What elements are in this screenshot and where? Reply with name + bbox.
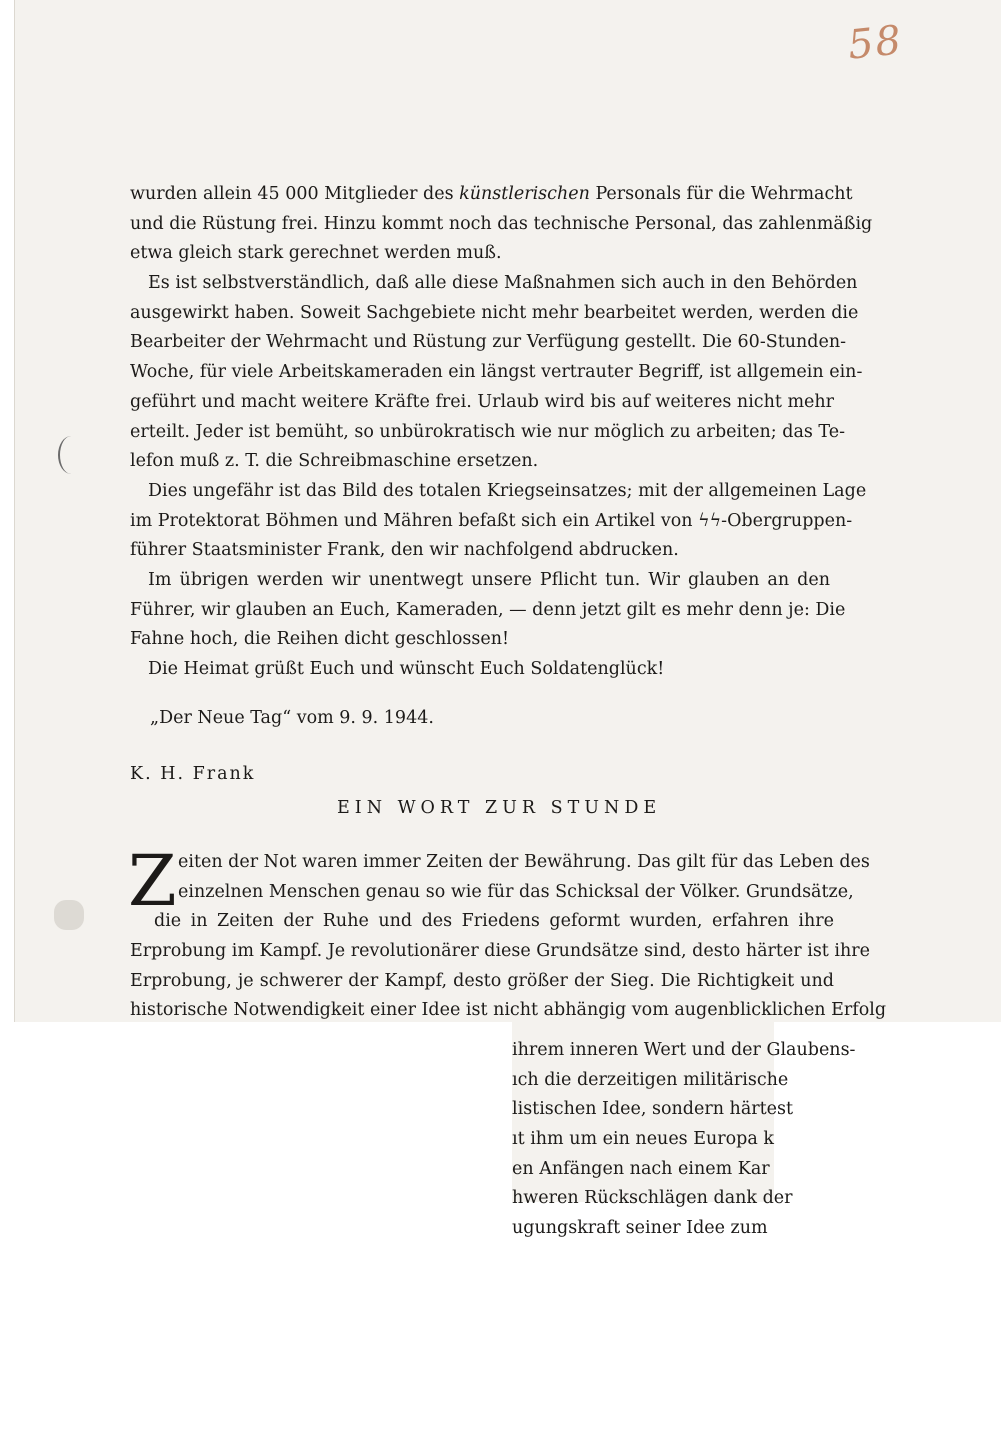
text-line: Fahne hoch, die Reihen dicht geschlossen! xyxy=(130,629,509,650)
text-line: ugungskraft seiner Idee zum xyxy=(512,1218,768,1239)
text-line: im Protektorat Böhmen und Mähren befaßt sich ein Artikel von ϟϟ-Obergruppen- xyxy=(130,510,853,531)
text-line: eiten der Not waren immer Zeiten der Bewährung. Das gilt für das Leben des xyxy=(178,852,870,872)
text-line: wurden allein 45 000 Mitglieder des künstlerischen Personals für die Wehrmacht xyxy=(130,184,853,204)
blank-lower-area xyxy=(0,1022,512,1442)
text-line: Die Heimat grüßt Euch und wünscht Euch Soldatenglück! xyxy=(148,659,665,679)
quote-source: „Der Neue Tag“ vom 9. 9. 1944. xyxy=(150,708,434,728)
handwritten-page-number: 58 xyxy=(845,17,906,69)
article-title: EIN WORT ZUR STUNDE xyxy=(337,798,662,818)
italic-word: künstlerischen xyxy=(459,184,590,204)
text-line: ausgewirkt haben. Soweit Sachgebiete nicht mehr bearbeitet werden, werden die xyxy=(130,302,859,323)
text-line: ıch die derzeitigen militärische xyxy=(512,1069,789,1090)
torn-fragment-text xyxy=(512,1036,856,1244)
text-line: die in Zeiten der Ruhe und des Friedens geformt wurden, erfahren ihre xyxy=(154,911,834,932)
author-name: K. H. Frank xyxy=(130,764,256,784)
text-line: hweren Rückschlägen dank der xyxy=(512,1188,793,1209)
text-line: lefon muß z. T. die Schreibmaschine ersetzen. xyxy=(130,451,539,472)
body-text xyxy=(130,180,873,685)
text-line: Im übrigen werden wir unentwegt unsere Pflicht tun. Wir glauben an den xyxy=(148,569,830,590)
text-line: erteilt. Jeder ist bemüht, so unbürokratisch wie nur möglich zu arbeiten; das Te- xyxy=(130,421,846,442)
text-line: Bearbeiter der Wehrmacht und Rüstung zur Verfügung gestellt. Die 60-Stunden- xyxy=(130,332,847,353)
drop-cap-letter: Z xyxy=(128,840,177,922)
text-line: Führer, wir glauben an Euch, Kameraden, — denn jetzt gilt es mehr denn je: Die xyxy=(130,599,846,620)
text-line: ihrem inneren Wert und der Glaubens- xyxy=(512,1040,856,1060)
text-line: listischen Idee, sondern härtest xyxy=(512,1099,794,1120)
article-body xyxy=(128,840,887,1026)
text-line: en Anfängen nach einem Kar xyxy=(512,1158,770,1179)
text-line: einzelnen Menschen genau so wie für das Schicksal der Völker. Grundsätze, xyxy=(178,881,854,902)
punch-hole-mark xyxy=(54,900,84,930)
text-line: führer Staatsminister Frank, den wir nachfolgend abdrucken. xyxy=(130,540,679,561)
text-line: Erprobung im Kampf. Je revolutionärer diese Grundsätze sind, desto härter ist ihre xyxy=(130,941,870,962)
text-line: Es ist selbstverständlich, daß alle diese Maßnahmen sich auch in den Behörden xyxy=(148,273,858,294)
text-line: historische Notwendigkeit einer Idee ist nicht abhängig vom augenblicklichen Erfolg xyxy=(130,1000,887,1021)
text-line: und die Rüstung frei. Hinzu kommt noch das technische Personal, das zahlenmäßig xyxy=(130,213,873,234)
text-line: etwa gleich stark gerechnet werden muß. xyxy=(130,243,502,264)
text-line: ıt ihm um ein neues Europa k xyxy=(512,1129,774,1150)
text-line: Erprobung, je schwerer der Kampf, desto größer der Sieg. Die Richtigkeit und xyxy=(130,970,834,991)
text-line: geführt und macht weitere Kräfte frei. Urlaub wird bis auf weiteres nicht mehr xyxy=(130,391,835,412)
punch-hole-mark xyxy=(58,436,84,474)
text-line: Woche, für viele Arbeitskameraden ein längst vertrauter Begriff, ist allgemein ein- xyxy=(130,362,863,383)
text-line: Dies ungefähr ist das Bild des totalen Kriegseinsatzes; mit der allgemeinen Lage xyxy=(148,480,867,501)
